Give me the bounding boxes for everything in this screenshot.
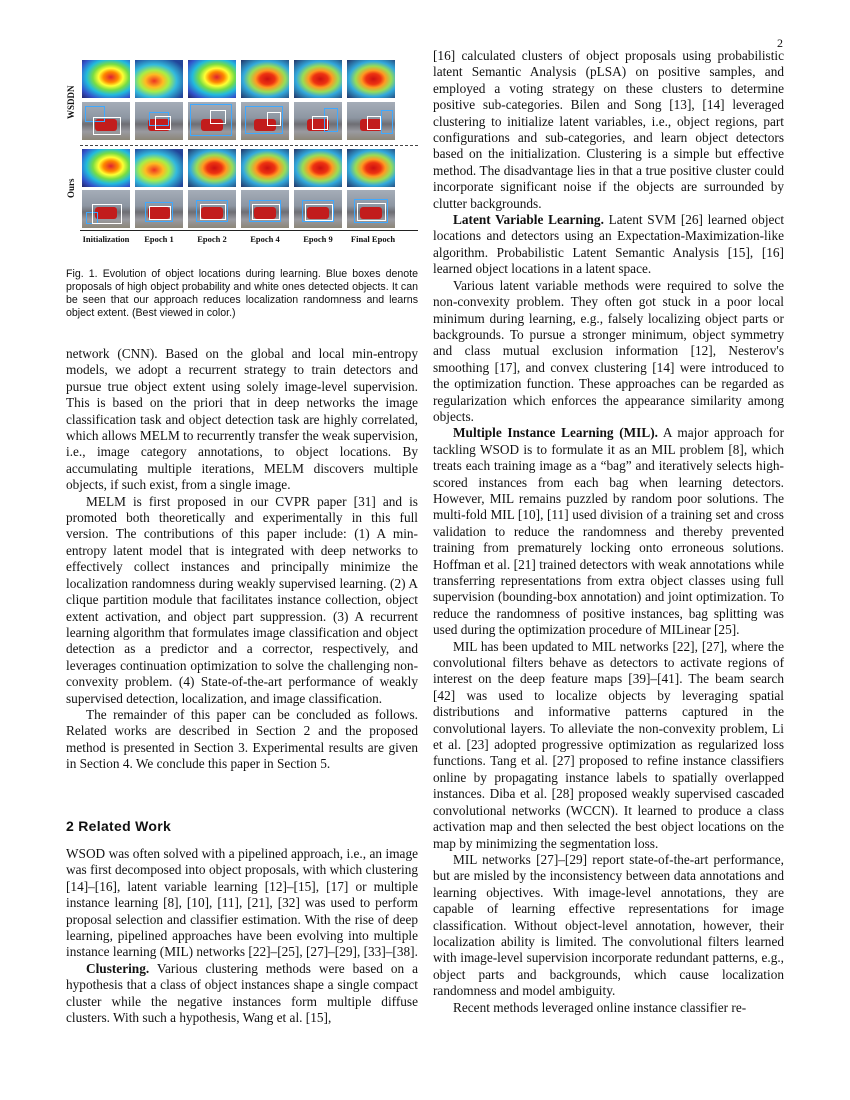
wsddn-detection-epoch4 [241, 102, 289, 140]
wsddn-heatmap-epoch1 [135, 60, 183, 98]
paragraph: network (CNN). Based on the global and local min-entropy models, we adopt a recurrent strategy to train detectors and pursue true object extent using solely image-level supervision. This is based on the priori that in deep networks the image classification task and object detection task are highly correlated, which allows MELM to recurrently transfer the weak supervision, i.e., image category annotations, to object locations. By accumulating multiple iterations, MELM discovers multiple objects, if such exist, from a single image. [66, 346, 418, 493]
ours-heatmap-init [82, 149, 130, 187]
col-label-epoch9: Epoch 9 [303, 234, 333, 244]
paragraph: Recent methods leveraged online instance classifier re- [453, 999, 747, 1015]
ours-heatmap-epoch2 [188, 149, 236, 187]
wsddn-detection-epoch2 [188, 102, 236, 140]
paragraph: Various latent variable methods were required to solve the non-convexity problem. They often got stuck in a poor local minimum during learning, e.g., falsely localizing object parts or backgrounds. To pursue a stronger minimum, object symmetry and class mutual exclusion information [12], Nesterov's smoothing [17], and convex clustering [14] were introduced to the optimization function. These approaches can be regarded as regularization which enforces the appearance similarity among objects. [433, 277, 784, 424]
wsddn-heatmap-epoch4 [241, 60, 289, 98]
ours-detection-final [347, 190, 395, 228]
wsddn-heatmap-final [347, 60, 395, 98]
paragraph: The remainder of this paper can be concluded as follows. Related works are described in Section 2 and the proposed method is presented in Section 3. Experimental results are given in Section 4. We conclude this paper in Section 5. [66, 706, 418, 772]
ours-detection-epoch2 [188, 190, 236, 228]
wsddn-detection-epoch9 [294, 102, 342, 140]
wsddn-detection-init [82, 102, 130, 140]
ours-heatmap-epoch1 [135, 149, 183, 187]
figure-divider [80, 145, 418, 146]
figure-caption: Fig. 1. Evolution of object locations during learning. Blue boxes denote proposals of high object probability and white ones detected objects. It can be seen that our approach reduces localization randomness and learns object extent. (Best viewed in color.) [66, 268, 418, 319]
left-column-related [66, 846, 418, 1026]
paragraph [66, 961, 418, 1027]
runin-heading: Latent Variable Learning. [453, 212, 604, 228]
wsddn-detection-final [347, 102, 395, 140]
paragraph: MIL networks [27]–[29] report state-of-the-art performance, but are misled by the inconsistency between data annotations and learning objectives. With image-level annotations, they are capable of learning effective representations for image classification. Without object-level annotation, however, their localization ability is limited. The convolutional filters learned with image-level supervision incorporate redundant patterns, e.g., object parts and backgrounds, which cause localization randomness and model ambiguity. [433, 851, 784, 999]
left-column [66, 346, 418, 773]
ours-detection-init [82, 190, 130, 228]
paragraph-body: Latent SVM [26] learned object locations and detectors using an Expectation-Maximization-like algorithm. Probabilistic Latent Semantic Analysis [15], [16] learned object locations in a latent space. [433, 212, 785, 277]
paragraph: WSOD was often solved with a pipelined approach, i.e., an image was first decomposed into object proposals, with which clustering [14]–[16], latent variable learning [12]–[15], [17] or multiple instance learning [8], [10], [11], [21], [32] was used to perform proposal selection and classifier estimation. With the rise of deep learning, pipelined approaches have been evolving into multiple instance learning (MIL) networks [22]–[25], [27]–[29], [33]–[38]. [66, 846, 418, 960]
wsddn-heatmap-epoch9 [294, 60, 342, 98]
figure-axis-line [80, 230, 418, 231]
page-number: 2 [777, 36, 783, 50]
ours-heatmap-epoch9 [294, 149, 342, 187]
row-label-wsddn: WSDDN [66, 85, 76, 119]
paragraph: [16] calculated clusters of object proposals using probabilistic latent Semantic Analysis (pLSA) on positive samples, and employed a voting strategy on these clusters to determine positive sub-categories. Bilen and Song [13], [14] leveraged clustering to initialize latent variables, i.e., object regions, part configurations and sub-categories, and learn object detectors based on the initialization. Clustering is a simple but effective method. The disadvantage lies in that a true positive cluster could incorporate significant noise if the objects are surrounded by clutter backgrounds. [433, 48, 784, 211]
paragraph: MIL has been updated to MIL networks [22], [27], where the convolutional filters behave as detectors to activate regions of interest on the deep feature maps [39]–[41]. The beam search [42] was used to localize objects by leveraging spatial distributions and informative patterns captured in the convolutional layers. To alleviate the non-convexity problem, Li et al. [23] adopted progressive optimization as regularized loss functions. Tang et al. [27] proposed to refine instance classifiers online by propagating instance labels to spatially overlapped instances. Diba et al. [28] proposed weakly supervised cascaded convolutional networks (WCCN). It learned to produce a class activation map and then selected the best object locations on the map by minimizing the segmentation loss. [433, 638, 784, 851]
paragraph-body: Various clustering methods were based on a hypothesis that a class of object instances shape a single compact cluster while the negative instances form multiple diffuse clusters. With such a hypothesis, Wang et al. [15], [66, 960, 418, 1026]
section-heading-block [66, 818, 418, 834]
paragraph: MELM is first proposed in our CVPR paper [31] and is promoted both theoretically and experimentally in this full version. The contributions of this paper include: (1) A min-entropy latent model that is integrated with deep networks to effectively collect instances and principally minimize the localization randomness during weakly supervised learning. (2) A clique partition module that facilitates instance collection, object extent activation, and object part suppression. (3) A recurrent learning algorithm that formulates image classification and object detection as a predictor and a corrector, respectively, and leverages continuation optimization to solve the challenging non-convexity problem. (4) State-of-the-art performance of weakly supervised detection, localization, and image classification. [66, 493, 418, 706]
paragraph [433, 212, 784, 278]
figure-1 [66, 56, 418, 246]
ours-detection-epoch4 [241, 190, 289, 228]
runin-heading: Clustering. [86, 960, 150, 976]
col-label-epoch4: Epoch 4 [250, 234, 280, 244]
col-label-final-epoch: Final Epoch [350, 234, 396, 244]
col-label-epoch1: Epoch 1 [144, 234, 174, 244]
section-heading: 2 Related Work [66, 818, 172, 834]
paragraph-body: A major approach for tackling WSOD is to formulate it as an MIL problem [8], which treats each training image as a “bag” and iteratively selects high-scored instances from each bag when learning detectors. However, MIL remains puzzled by random poor solutions. The multi-fold MIL [10], [11] used division of a training set and cross validation to reduce the randomness and thereby prevented training from prematurely locking onto erroneous solutions. Hoffman et al. [21] trained detectors with weak annotations while transferring representations from extra object classes using full supervision (bounding-box annotation) and joint optimization. To reduce the randomness of positive instances, bag splitting was used during the optimization procedure of MILinear [25]. [433, 425, 784, 638]
right-column [433, 48, 784, 1016]
ours-detection-epoch9 [294, 190, 342, 228]
wsddn-heatmap-epoch2 [188, 60, 236, 98]
wsddn-detection-epoch1 [135, 102, 183, 140]
runin-heading: Multiple Instance Learning (MIL). [453, 425, 658, 441]
ours-heatmap-epoch4 [241, 149, 289, 187]
wsddn-heatmap-init [82, 60, 130, 98]
col-label-initialization: Initialization [82, 234, 130, 244]
col-label-epoch2: Epoch 2 [197, 234, 227, 244]
row-label-ours: Ours [66, 178, 76, 198]
ours-heatmap-final [347, 149, 395, 187]
ours-detection-epoch1 [135, 190, 183, 228]
paragraph [433, 425, 784, 638]
